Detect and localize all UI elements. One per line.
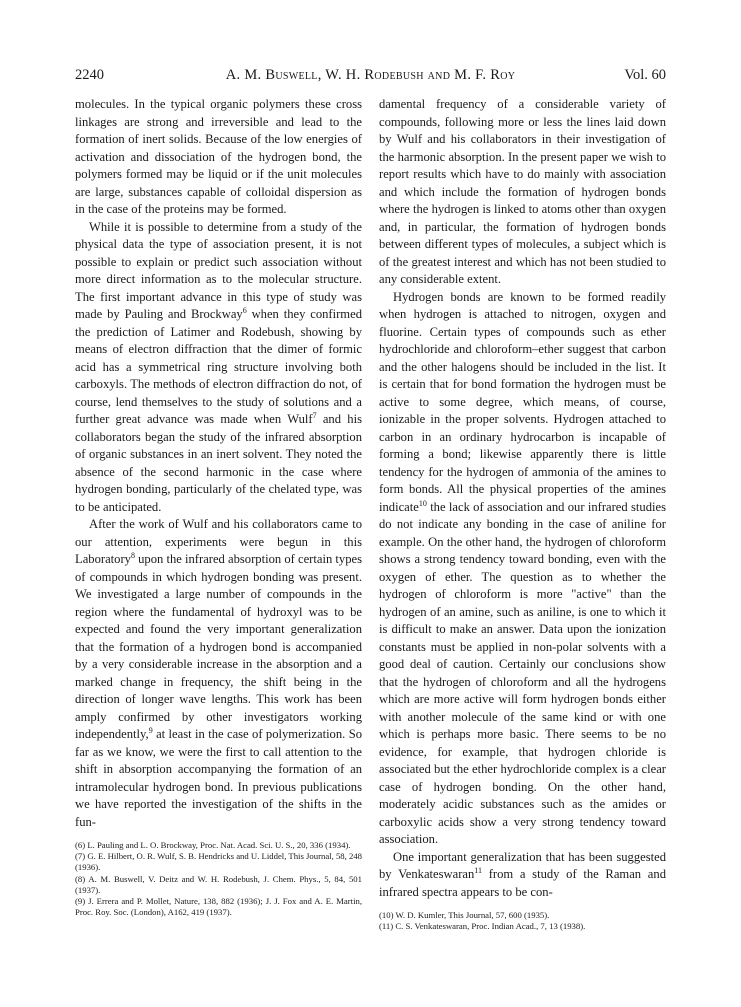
footnote-ref: 9 <box>148 725 153 735</box>
footnote: (9) J. Errera and P. Mollet, Nature, 138, 882 (1936); J. J. Fox and A. E. Martin, Proc. Roy. Soc. (London), A162, 419 (1937). <box>75 896 363 918</box>
footnote: (8) A. M. Buswell, V. Deitz and W. H. Rodebush, J. Chem. Phys., 5, 84, 501 (1937). <box>75 873 362 895</box>
page-number: 2240 <box>75 67 104 83</box>
paragraph: One important generalization that has been suggested by Venkateswaran$^{11}$ from a study of the Raman and infrared spectra appears to be con- <box>379 849 666 899</box>
footnote: (11) C. S. Venkateswaran, Proc. Indian Acad., 7, 13 (1938). <box>379 921 586 932</box>
running-header <box>75 66 666 84</box>
paragraph: molecules. In the typical organic polymers these cross linkages are strong and irreversible and lead to the formation of inert solids. Because of the low energies of activation and dissociation of the hydrogen bond, the polymers formed may be liquid or if the unit molecules are large, substances capable of colloidal dispersion as in the case of the proteins may be formed. <box>75 97 362 216</box>
running-head-authors: A. M. Buswell, W. H. Rodebush and M. F. Roy <box>225 67 516 83</box>
paragraph: After the work of Wulf and his collaborators came to our attention, experiments were begun in this Laboratory$^8$ upon the infrared absorption of certain types of compounds in which hydrogen bonding was present. We investigated a large number of compounds in the region where the fundamental of hydroxyl was to be expected and found the very important generalization that the formation of a hydrogen bond is accompanied by a very considerable increase in the absorption and a marked change in frequency, the shift being in the direction of longer wave lengths. This work has been amply confirmed by other investigators working independently,$^9$ at least in the case of polymerization. So far as we know, we were the first to call attention to the shift in absorption accompanying the formation of an intramolecular hydrogen bond. In previous publications we have reported the investigation of the shifts in the fun- <box>75 517 362 829</box>
footnote-ref: 6 <box>242 305 247 315</box>
footnote-ref: 8 <box>130 550 135 560</box>
volume-label: Vol. 60 <box>624 67 666 83</box>
right-column <box>379 96 666 932</box>
footnote: (6) L. Pauling and L. O. Brockway, Proc. Nat. Acad. Sci. U. S., 20, 336 (1934). <box>75 840 351 850</box>
footnote: (7) G. E. Hilbert, O. R. Wulf, S. B. Hendricks and U. Liddel, This Journal, 58, 248 (1936). <box>75 851 363 873</box>
footnote: (10) W. D. Kumler, This Journal, 57, 600 (1935). <box>379 910 550 920</box>
footnote-ref: 10 <box>418 498 427 508</box>
footnote-ref: 11 <box>474 865 482 875</box>
paragraph: damental frequency of a considerable variety of compounds, following more or less the lines laid down by Wulf and his collaborators in their investigation of the harmonic absorption. In the present paper we wish to report results which have to do mainly with association and which include the formation of hydrogen bonds where the hydrogen is linked to atoms other than oxygen and, in particular, the formation of hydrogen bonds between different types of molecules, a subject which is of the greatest interest and which has not been studied to any considerable extent. <box>379 97 666 286</box>
footnote-ref: 7 <box>312 410 317 420</box>
paragraph: Hydrogen bonds are known to be formed readily when hydrogen is attached to nitrogen, oxygen and fluorine. Certain types of compounds such as ether hydrochloride and chloroform–ether suggest that carbon and the other halogens should be included in the list. It is certain that for bond formation the hydrogen must be active to some degree, which means, of course, ionizable in the proper solvents. Hydrogen attached to carbon in an ordinary hydrocarbon is incapable of forming a bond; likewise apparently there is little tendency for the hydrogen of ammonia of the amines to form bonds. All the physical properties of the amines indicate$^{10}$ the lack of association and our infrared studies do not indicate any bonding in the case of aniline for example. On the other hand, the hydrogen of chloroform shows a strong tendency toward bonding, even with the oxygen of ether. The question as to whether the hydrogen of chloroform is more "active" than the hydrogen of an amine, such as aniline, is one to which it is difficult to make an answer. Data upon the ionization constants must be applied in non-polar solvents with a good deal of caution. Certainly our conclusions show that the hydrogen of chloroform and all the hydrogens which are more active will form hydrogen bonds either with another molecule of the same kind or with one which is perhaps more basic. There seems to be no evidence, for example, that hydrogen chloride is associated but the ether hydrochloride complex is a clear case of hydrogen bonding. On the other hand, moderately acidic substances such as the amides or carboxylic acids show a very strong tendency toward association. <box>379 289 666 846</box>
paragraph: While it is possible to determine from a study of the physical data the type of association present, it is not possible to explain or predict such association without more direct information as to the molecular structure. The first important advance in this type of study was made by Pauling and Brockway$^6$ when they confirmed the prediction of Latimer and Rodebush, showing by means of electron diffraction that the dimer of formic acid has a symmetrical ring structure involving both carboxyls. The methods of electron diffraction do not, of course, lend themselves to the study of solutions and a further great advance was made when Wulf$^7$ and his collaborators began the study of the infrared absorption of organic substances in an inert solvent. They noted the absence of the second harmonic in the case where hydrogen bonding, particularly of the chelated type, was to be anticipated. <box>75 219 362 514</box>
left-column <box>75 96 362 918</box>
